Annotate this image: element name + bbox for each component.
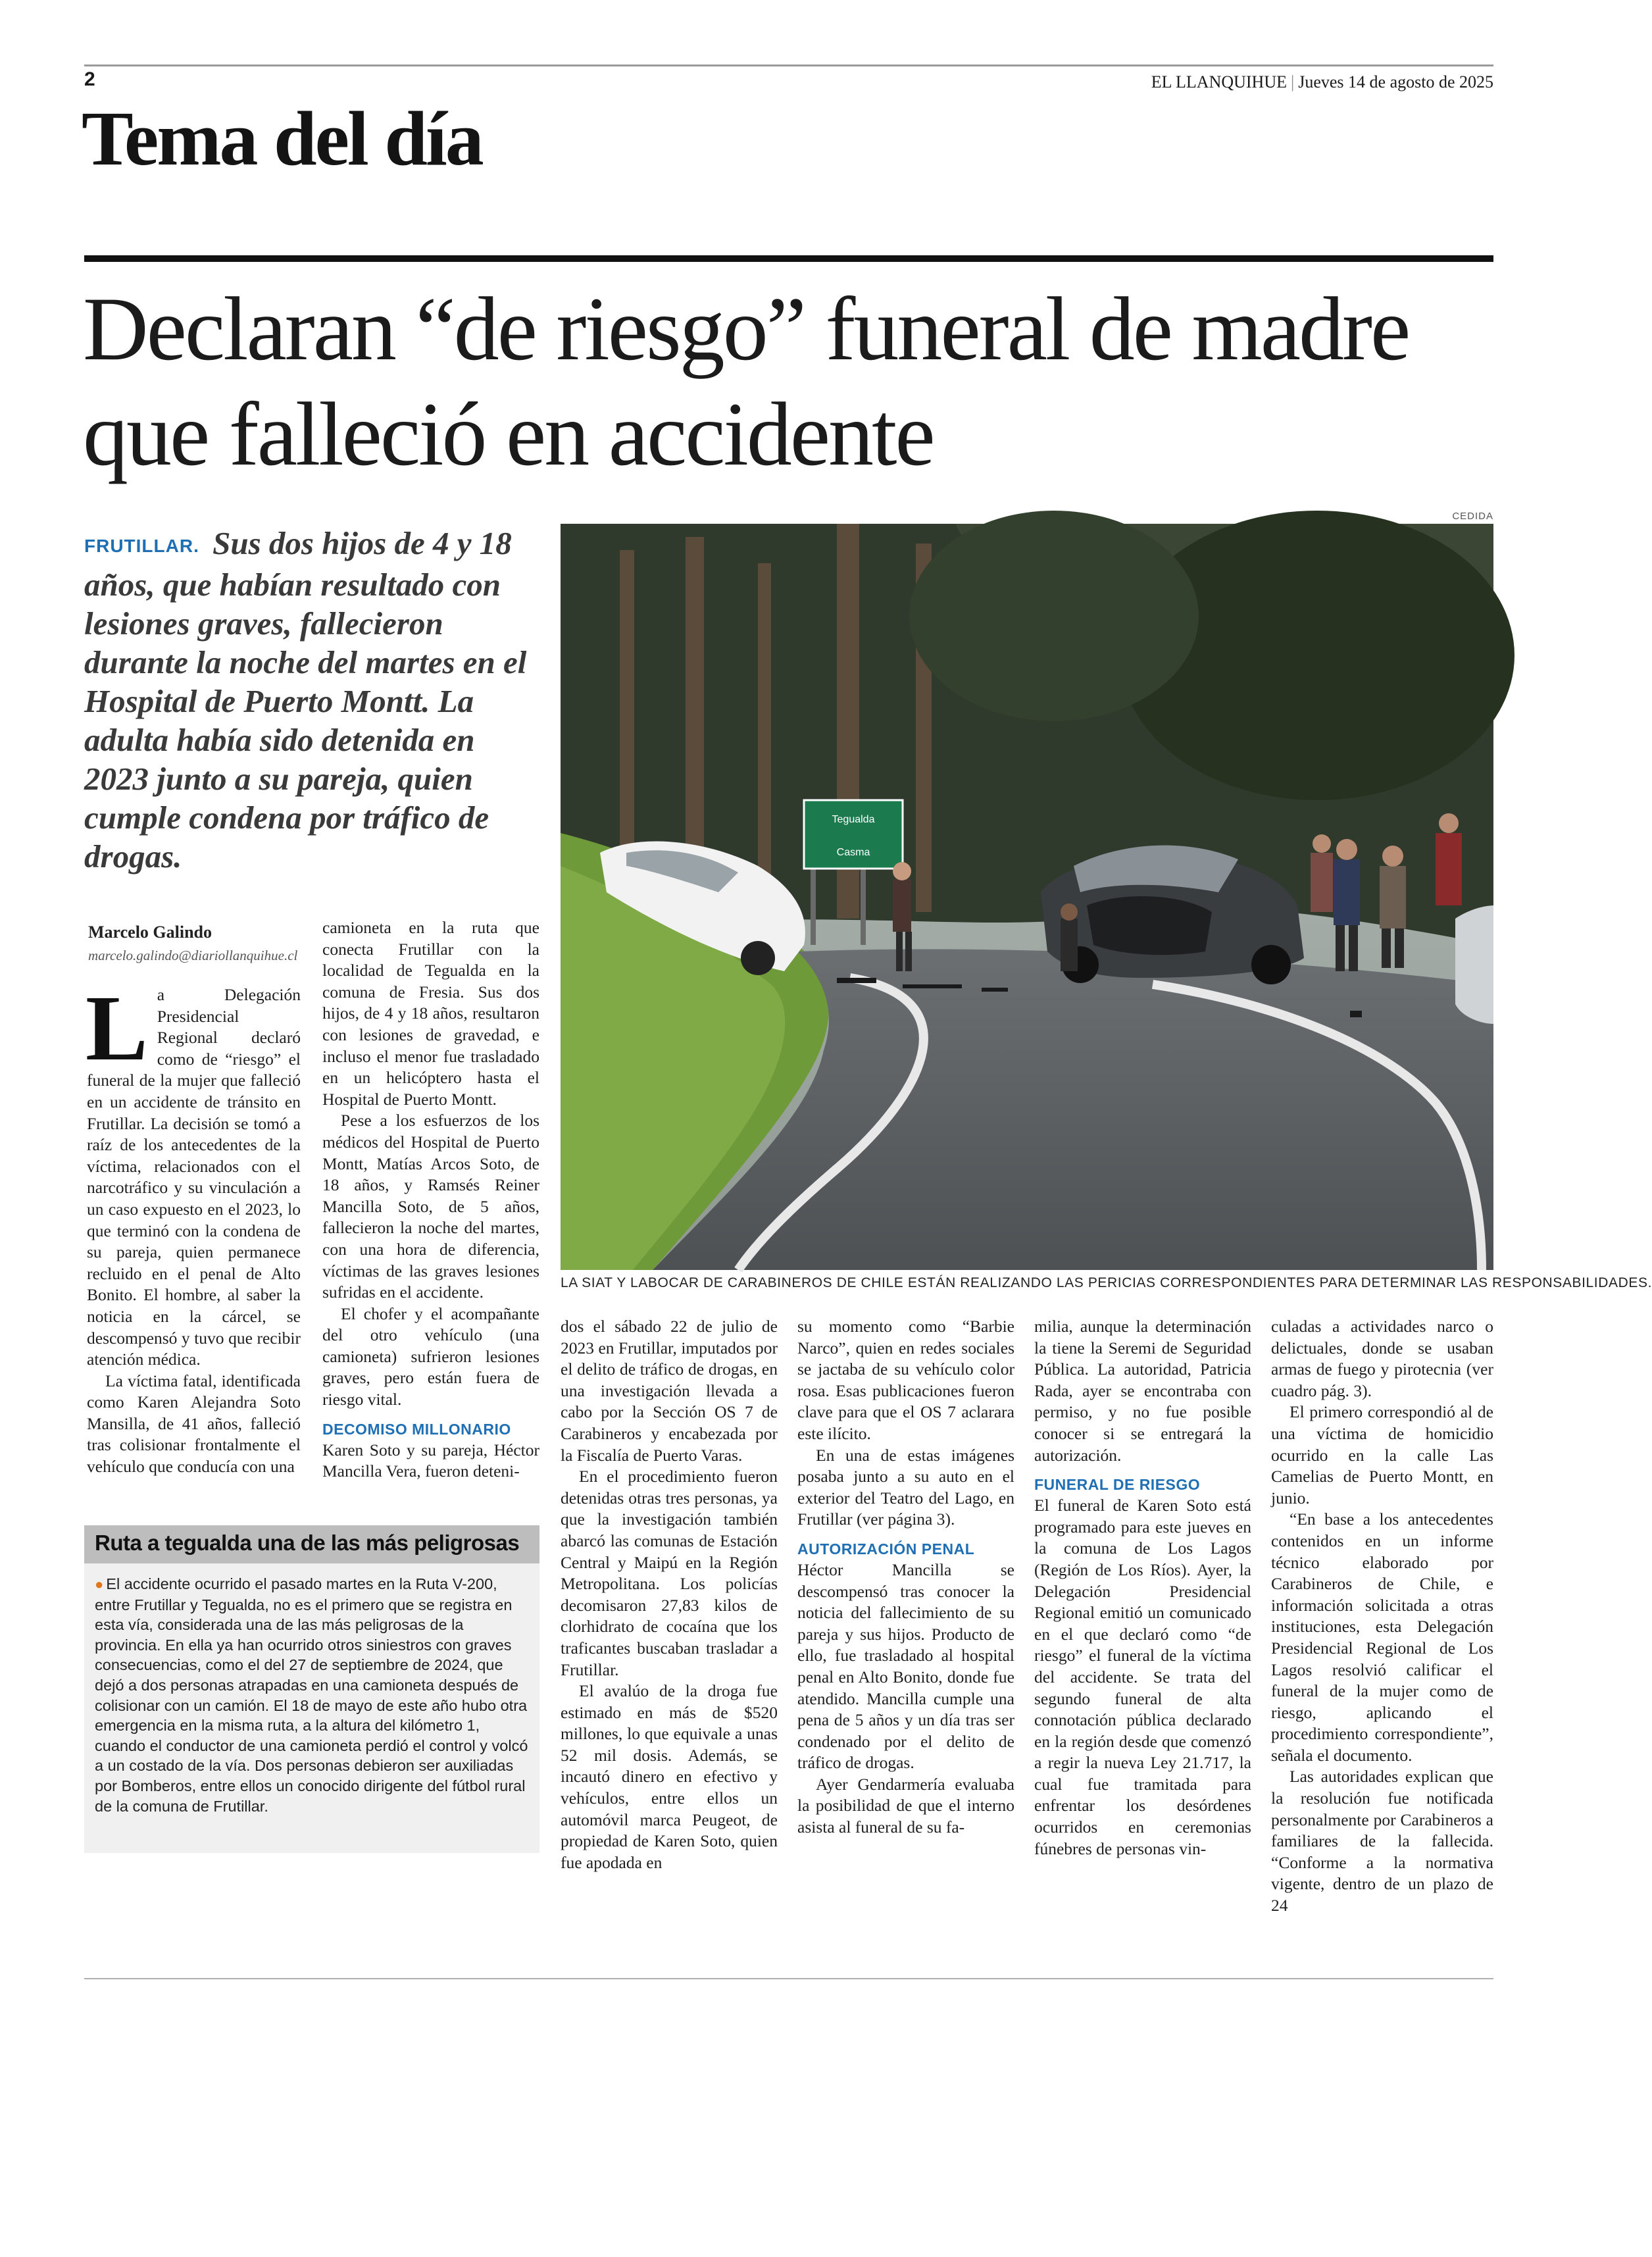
sidebar-box-title: Ruta a tegualda una de las más peligrosas xyxy=(95,1531,520,1555)
body-paragraph: culadas a actividades narco o delictuales, donde se usaban armas de fuego y pirotecnia (ver cuadro pág. 3). xyxy=(1271,1317,1493,1400)
page-number: 2 xyxy=(84,68,95,90)
sidebar-box-body: El accidente ocurrido el pasado martes en la Ruta V-200, entre Frutillar y Tegualda, no es el primero que se registra en esta vía, considerada una de las más peligrosas de la provincia. En ella ya han ocurrido otros siniestros con graves consecuencias, como el del 27 de septiembre de 2024, que dejó a dos personas atrapadas en una camioneta después de colisionar con un camión. El 18 de mayo de este año hubo otra emergencia en la misma ruta, a la altura del kilómetro 1, cuando el conductor de una camioneta perdió el control y volcó a un costado de la vía. Dos personas debieron ser auxiliadas por Bomberos, entre ellos un conocido dirigente del fútbol rural de la comuna de Frutillar. xyxy=(95,1575,528,1815)
accident-photo xyxy=(561,524,1493,1270)
byline-name: Marcelo Galindo xyxy=(88,923,213,942)
body-paragraph: Héctor Mancilla se descompensó tras conocer la noticia del fallecimiento de su pareja y sus hijos. Producto de ello, fue trasladado al hospital penal en Alto Bonito, donde fue atendido. Mancilla cumple una pena de 5 años y un día tras ser condenado por el delito de tráfico de drogas. xyxy=(797,1560,1014,1773)
body-paragraph: dos el sábado 22 de julio de 2023 en Frutillar, imputados por el delito de tráfico de drogas, en una investigación llevada a cabo por la Sección OS 7 de Carabineros y encabezada por la Fiscalía de Puerto Varas. xyxy=(561,1317,778,1465)
subhead-decomiso: DECOMISO MILLONARIO xyxy=(322,1420,511,1438)
body-column-4 xyxy=(797,1316,1014,1839)
body-paragraph: El primero correspondió al de una víctima de homicidio ocurrido en la calle Las Camelias de Puerto Montt, en junio. xyxy=(1271,1402,1493,1508)
bottom-rule xyxy=(84,1978,1493,1979)
folio: EL LLANQUIHUE | Jueves 14 de agosto de 2025 xyxy=(1151,72,1493,91)
bullet-icon: ● xyxy=(95,1576,104,1592)
body-paragraph: Las autoridades explican que la resolución fue notificada personalmente por Carabineros a familiares de la fallecida. “Conforme a la normativa vigente, dentro de un plazo de 24 xyxy=(1271,1767,1493,1915)
body-paragraph: El avalúo de la droga fue estimado en más de $520 millones, lo que equivale a unas 52 mil dosis. Además, se incautó dinero en efectivo y vehículos, entre ellos un automóvil marca Peugeot, de propiedad de Karen Soto, quien fue apodada en xyxy=(561,1681,778,1872)
headline-rule xyxy=(84,255,1493,262)
body-column-5 xyxy=(1034,1316,1251,1860)
body-column-3 xyxy=(561,1316,778,1873)
body-column-2 xyxy=(322,917,539,1483)
photo-credit: CEDIDA xyxy=(1452,511,1493,522)
section-title: Tema del día xyxy=(82,95,482,182)
body-paragraph: Ayer Gendarmería evaluaba la posibilidad de que el interno asista al funeral de su fa- xyxy=(797,1774,1014,1837)
body-paragraph: Pese a los esfuerzos de los médicos del Hospital de Puerto Montt, Matías Arcos Soto, de 18 años, y Ramsés Reiner Mancilla Soto, de 5 años, fallecieron la noche del martes, con una hora de diferencia, víctimas de las graves lesiones sufridas en el accidente. xyxy=(322,1111,539,1302)
body-paragraph: su momento como “Barbie Narco”, quien en redes sociales se jactaba de su vehículo color rosa. Esas publicaciones fueron clave para que el OS 7 aclarara este ilícito. xyxy=(797,1317,1014,1443)
body-paragraph: a Delegación Presidencial Regional declaró como de “riesgo” el funeral de la mujer que falleció en un accidente de tránsito en Frutillar. La decisión se tomó a raíz de los antecedentes de la víctima, relacionados con el narcotráfico y su vinculación a un caso expuesto en el 2023, lo que terminó con la condena de su pareja, quien permanece recluido en el penal de Alto Bonito. El hombre, al saber la noticia en la cárcel, se descompensó y tuvo que recibir atención médica. xyxy=(87,985,301,1369)
photo-caption: LA SIAT Y LABOCAR DE CARABINEROS DE CHILE ESTÁN REALIZANDO LAS PERICIAS CORRESPONDIENTES PARA DETERMINAR LAS RESPONSABILIDADES. xyxy=(561,1275,1652,1290)
sidebar-box-text xyxy=(95,1574,529,1816)
lead-paragraph xyxy=(84,524,545,876)
body-paragraph: camioneta en la ruta que conecta Frutillar con la localidad de Tegualda en la comuna de Fresia. Sus dos hijos, de 4 y 18 años, resultaron con lesiones de gravedad, e incluso el menor fue trasladado en un helicóptero hasta el Hospital de Puerto Montt. xyxy=(322,918,539,1109)
body-paragraph: Karen Soto y su pareja, Héctor Mancilla Vera, fueron deteni- xyxy=(322,1440,539,1481)
top-rule xyxy=(84,64,1493,66)
byline-email: marcelo.galindo@diariollanquihue.cl xyxy=(88,948,298,963)
body-paragraph: En una de estas imágenes posaba junto a su auto en el exterior del Teatro del Lago, en Frutillar (ver página 3). xyxy=(797,1445,1014,1529)
subhead-autorizacion: AUTORIZACIÓN PENAL xyxy=(797,1540,975,1558)
headline: Declaran “de riesgo” funeral de madre que falleció en accidente xyxy=(83,278,1409,484)
subhead-funeral: FUNERAL DE RIESGO xyxy=(1034,1476,1201,1494)
body-column-6 xyxy=(1271,1316,1493,1917)
issue-date: Jueves 14 de agosto de 2025 xyxy=(1298,72,1493,91)
body-column-1 xyxy=(86,976,301,1478)
body-paragraph: La víctima fatal, identificada como Karen Alejandra Soto Mansilla, de 41 años, falleció tras colisionar frontalmente el vehículo que conducía con una xyxy=(87,1371,301,1477)
lead-text: Sus dos hijos de 4 y 18 años, que habían resultado con lesiones graves, fallecieron durante la noche del martes en el Hospital de Puerto Montt. La adulta había sido detenida en 2023 junto a su pareja, quien cumple condena por tráfico de drogas. xyxy=(84,525,527,875)
lead-kicker: FRUTILLAR. xyxy=(84,536,199,556)
body-paragraph: En el procedimiento fueron detenidas otras tres personas, ya que la investigación también abarcó las comunas de Estación Central y Maipú en la Región Metropolitana. Los policías decomisaron 27,83 kilos de clorhidrato de cocaína que los traficantes buscaban trasladar a Frutillar. xyxy=(561,1467,778,1679)
body-paragraph: El chofer y el acompañante del otro vehículo (una camioneta) sufrieron lesiones graves, pero están fuera de riesgo vital. xyxy=(322,1304,539,1409)
body-paragraph: “En base a los antecedentes contenidos en un informe técnico elaborado por Carabineros de Chile, e información solicitada a otras instituciones, esta Delegación Presidencial Regional de Los Lagos resolvió calificar el funeral de la mujer como de riesgo, aplicando el procedimiento correspondiente”, señala el documento. xyxy=(1271,1509,1493,1765)
sign-text-casma: Casma xyxy=(836,847,870,858)
sign-text-tegualda: Tegualda xyxy=(832,814,875,825)
accident-photo-illustration xyxy=(561,524,1493,1270)
masthead-name: EL LLANQUIHUE xyxy=(1151,72,1287,91)
body-paragraph: El funeral de Karen Soto está programado para este jueves en la comuna de Los Lagos (Región de Los Ríos). Ayer, la Delegación Presidencial Regional emitió un comunicado en el que declaró como “de riesgo” el funeral de la víctima del accidente. Se trata del segundo funeral de alta connotación pública declarado en la región desde que comenzó a regir la nueva Ley 21.717, la cual fue tramitada para enfrentar los desórdenes ocurridos en ceremonias fúnebres de personas vin- xyxy=(1034,1496,1251,1858)
drop-cap: L xyxy=(86,976,148,1080)
body-paragraph: milia, aunque la determinación la tiene la Seremi de Seguridad Pública. La autoridad, Patricia Rada, ayer se encontraba con permiso, y no fue posible conocer si se entregará la autorización. xyxy=(1034,1317,1251,1465)
